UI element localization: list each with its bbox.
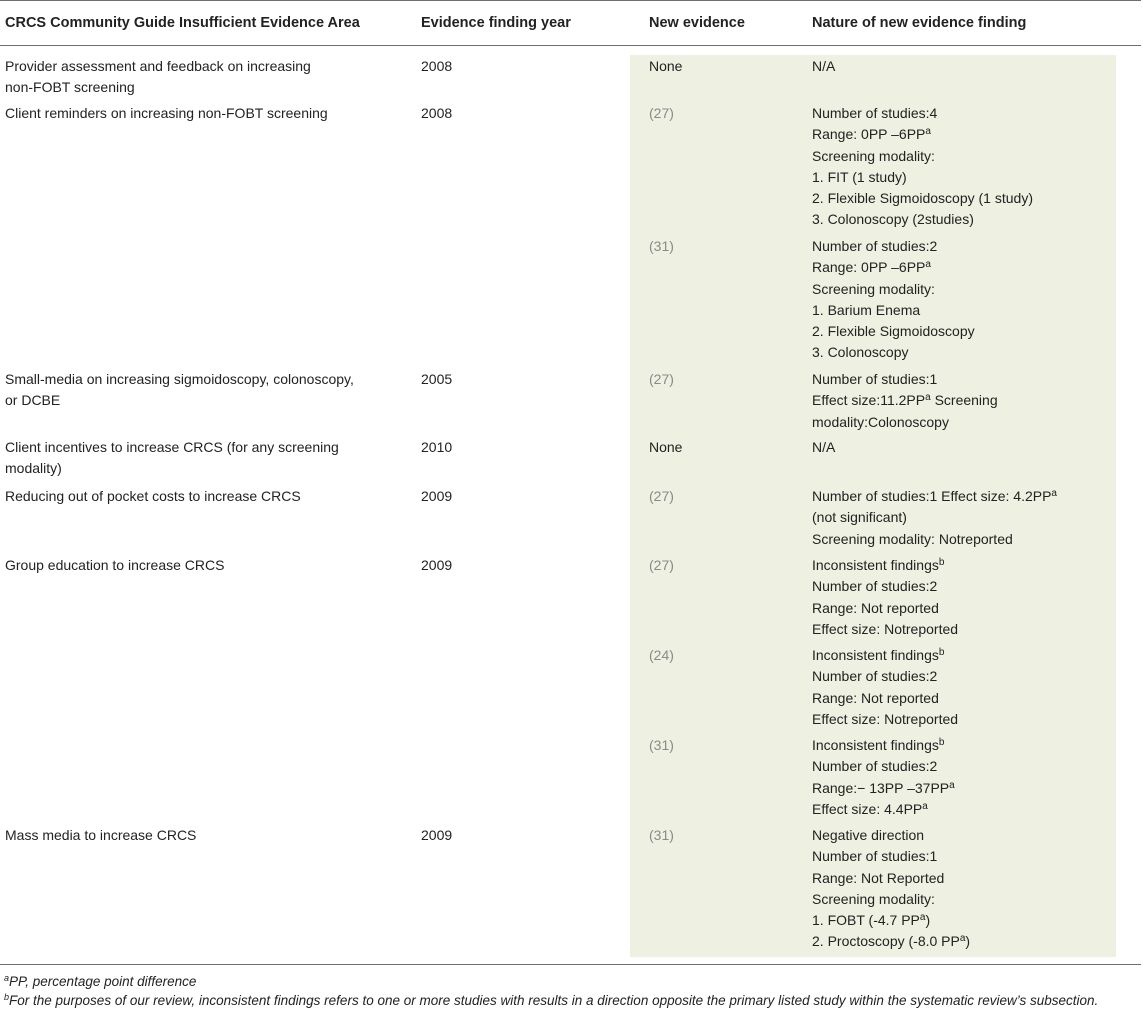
table-row <box>5 486 301 507</box>
year-cell: 2010 <box>421 439 453 455</box>
reference-link[interactable]: (27) <box>649 488 674 504</box>
reference-link[interactable]: (31) <box>649 827 674 843</box>
footnote-mark-a: a <box>925 392 931 404</box>
reference-link[interactable]: (27) <box>649 557 674 573</box>
footnote-mark-a: a <box>959 933 966 945</box>
nature-cell: N/A <box>812 439 836 455</box>
nature-cell: Inconsistent findings$^b$ Number of studies:2 Range:− 13PP $-37PP^a$ Effect size: $4.4PP^a$ <box>812 737 955 817</box>
footnote-mark-b: b <box>938 737 945 748</box>
area-text: Mass media to increase CRCS <box>5 827 197 843</box>
footnote-mark-a: a <box>1051 488 1057 499</box>
table-row <box>5 437 339 480</box>
table-row <box>5 56 311 99</box>
column-header-area: CRCS Community Guide Insufficient Evidence Area <box>5 15 360 31</box>
column-header-year: Evidence finding year <box>421 15 571 31</box>
year-cell: 2008 <box>421 105 453 121</box>
footnote-a: $^a$PP, percentage point difference <box>4 973 197 989</box>
year-cell: 2009 <box>421 827 453 843</box>
table-row <box>5 103 328 124</box>
reference-link[interactable]: (27) <box>649 105 674 121</box>
table-row <box>5 369 354 412</box>
footnote-mark-a: a <box>922 800 928 812</box>
table-top-rule <box>0 0 1141 1</box>
column-header-new-evidence: New evidence <box>649 15 745 31</box>
area-text: Client incentives to increase CRCS (for any screening <box>5 439 339 455</box>
new-evidence-cell: None <box>649 58 683 74</box>
nature-cell: Number of studies:4 Range: 0PP $-6PP^a$ Screening modality: 1. FIT (1 study) 2. Flexible Sigmoidoscopy (1 study) 3. Colonoscopy (2studies) <box>812 105 1033 228</box>
area-text: Group education to increase CRCS <box>5 557 225 573</box>
nature-cell: Number of studies:1 Effect size: $4.2PP^a$ (not significant) Screening modality: Notreported <box>812 488 1057 547</box>
area-text: modality) <box>5 460 62 477</box>
reference-link[interactable]: (27) <box>649 371 674 387</box>
header-rule <box>0 45 1141 46</box>
footnote-mark-a: a <box>925 126 931 138</box>
footnote-mark-b: b <box>938 647 945 658</box>
year-cell: 2009 <box>421 488 453 504</box>
footnote-mark-a: a <box>919 912 926 924</box>
footnote-b: $^b$For the purposes of our review, inconsistent findings refers to one or more studies with results in a direction opposite the primary listed study within the systematic review’s subsection. <box>4 992 1099 1008</box>
footnote-mark-a: a <box>949 779 955 791</box>
nature-cell: Negative direction Number of studies:1 Range: Not Reported Screening modality: 1. FOBT (-4.7 $PP^a$) 2. Proctoscopy (-8.0 $PP^a$) <box>812 827 971 950</box>
nature-cell: N/A <box>812 58 836 74</box>
reference-link[interactable]: (31) <box>649 238 674 254</box>
table-row <box>5 825 196 846</box>
nature-cell: Number of studies:2 Range: 0PP $-6PP^a$ Screening modality: 1. Barium Enema 2. Flexible Sigmoidoscopy 3. Colonoscopy <box>812 238 975 361</box>
area-text: non-FOBT screening <box>5 79 135 96</box>
year-cell: 2008 <box>421 58 453 74</box>
nature-cell: Inconsistent findings$^b$ Number of studies:2 Range: Not reported Effect size: Notreported <box>812 647 959 727</box>
area-text: Client reminders on increasing non-FOBT screening <box>5 105 328 121</box>
reference-link[interactable]: (31) <box>649 737 674 753</box>
nature-cell: Number of studies:1 Effect $size:11.2PP^a$ Screening modality:Colonoscopy <box>812 371 998 430</box>
footnote-mark-a: a <box>925 259 931 271</box>
year-cell: 2005 <box>421 371 453 387</box>
nature-cell: Inconsistent findings$^b$ Number of studies:2 Range: Not reported Effect size: Notreported <box>812 557 959 637</box>
year-cell: 2009 <box>421 557 453 573</box>
area-text: Reducing out of pocket costs to increase CRCS <box>5 488 301 504</box>
table-bottom-rule <box>0 964 1141 965</box>
column-header-nature: Nature of new evidence finding <box>812 15 1027 31</box>
reference-link[interactable]: (24) <box>649 647 674 663</box>
area-text: or DCBE <box>5 392 61 409</box>
new-evidence-cell: None <box>649 439 683 455</box>
area-text: Provider assessment and feedback on increasing <box>5 58 311 74</box>
footnote-mark-b: b <box>938 557 945 568</box>
area-text: Small-media on increasing sigmoidoscopy, colonoscopy, <box>5 371 354 387</box>
table-row <box>5 555 224 576</box>
